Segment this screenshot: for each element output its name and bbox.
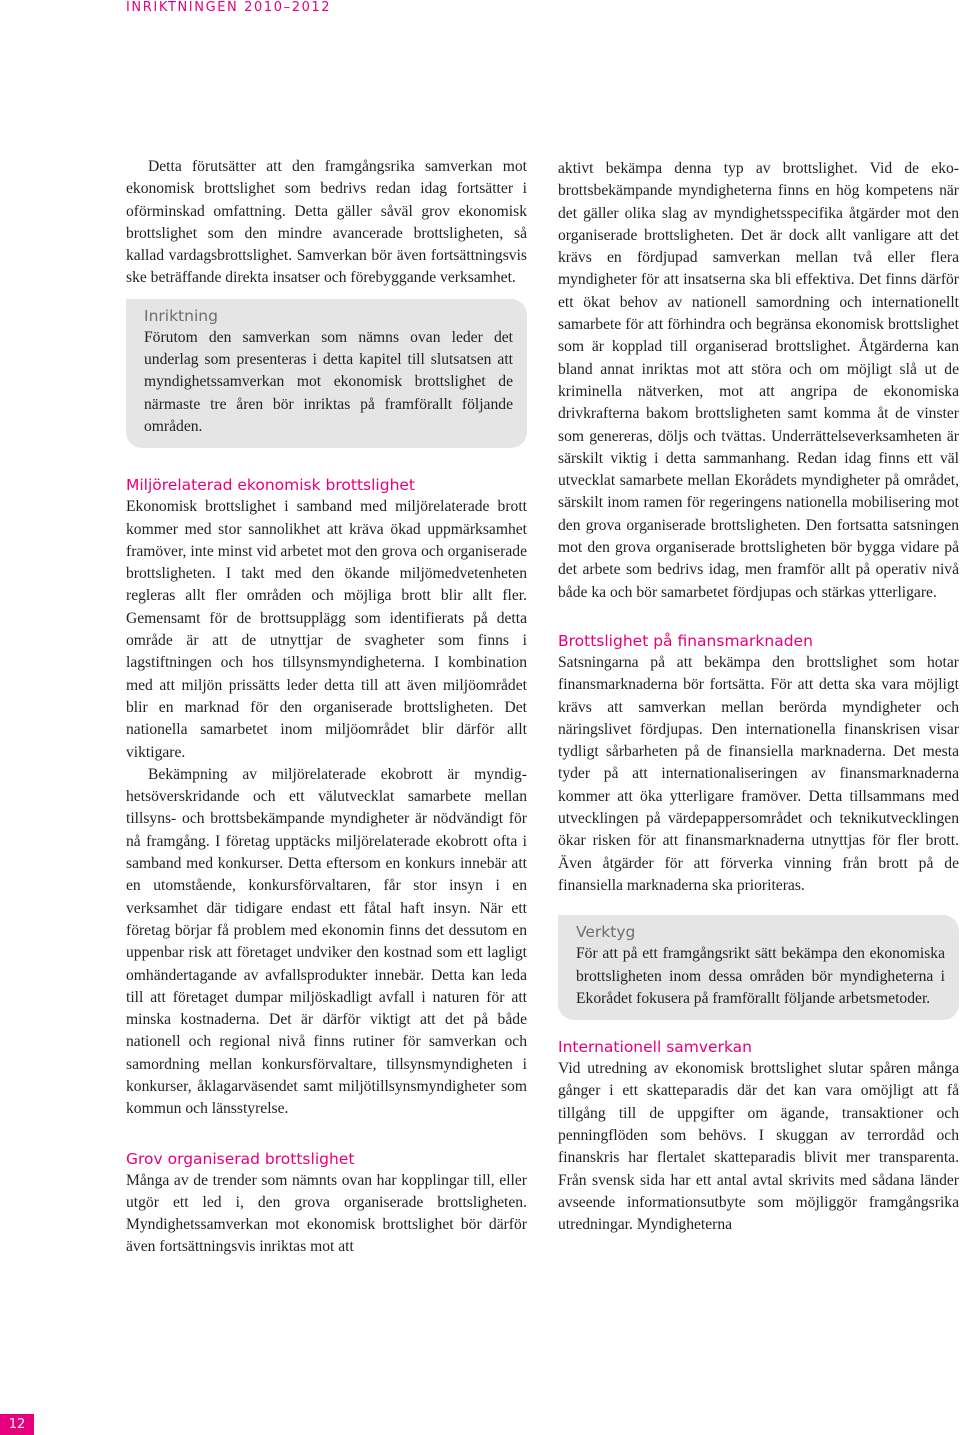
heading-finansmarknaden: Brottslighet på finansmarknaden (558, 631, 813, 650)
miljo-paragraph-1: Ekonomisk brottslighet i samband med miljörelaterade brott kommer med stor sannolikhet att kräva ökad uppmärksamhet framöver, inte minst vid arbetet mot den grova och organiserade brottsligheten. I takt med den ökande miljömedvetenheten regleras allt fler områden och möjliga brott blir allt fler. Gemensamt för de brottsupplägg som identifierats på detta område är att de utnyttjar de svagheter som finns i lagstiftningen och hos tillsynsmyndigheterna. I kombination med att miljön prissätts leder detta till att även miljöområdet blir en marknad för den organiserade brottsligheten. Det nationella samarbetet inom miljöområdet blir därför allt viktigare. (126, 498, 527, 761)
continued-paragraph: aktivt bekämpa denna typ av brottslighet. Vid de ekobrottsbekämpande myndigheterna finns en hög kompetens när det gäller olika slag av myndighetsspecifika åtgärder mot den organiserade brottsligheten. Det är dock allt vanligare att det krävs en fördjupad samverkan mellan två eller flera myndigheter för att insatserna ska bli effektiva. Det finns därför ett ökat behov av nationell samordning och internationellt samarbete för att förhindra och begränsa ekonomisk brottslighet som är kopplad till organiserad brottslighet. Åtgärderna kan bland annat inriktas mot att störa och om möjligt slå ut de kriminella nätverken, mot att angripa de ekonomiska drivkrafterna bakom brottsligheten samt komma åt de vinster som genereras, döljs och tvättas. Underrättelseverksamheten är särskilt viktig i detta sammanhang. Redan idag finns ett väl utvecklat samarbete mellan Ekorådets myndigheter på området, särskilt inom ramen för regeringens nationella mobilisering mot den grova organiserade brottsligheten. Den fortsatta satsningen mot den grova organiserade brottsligheten bör bygga vidare på det arbete som bedrivs idag, men framför allt på operativ nivå både ka och bör samarbetet fördjupas och stärkas ytterligare. (558, 160, 959, 601)
grov-paragraph-1: Många av de trender som nämnts ovan har kopplingar till, eller utgör ett led i, den grova organiserade brottsligheten. Myndighetssamverkan mot ekonomisk brottslighet bör därför även fortsättningsvis inriktas mot att (126, 1171, 527, 1256)
verktyg-box-text: För att på ett framgångsrikt sätt bekämpa den ekonomiska brottsligheten inom dessa områden bör myndigheterna i Ekorådet fokusera på framförallt följande arbetsmetoder. (576, 945, 945, 1007)
internationell-paragraph-1: Vid utredning av ekonomisk brottslighet slutar spåren många gånger i ett skatteparadis där det kan vara omöjligt att få tillgång till de uppgifter om ägande, transaktioner och penningflöden som behövs. I skuggan av terrordåd och finanskris har flertalet skatteparadis blivit mer transparenta. Från svensk sida har ett antal avtal skrivits med sådana länder avseende informationsutbyte som möjliggör framgångsrika utredningar. Myndigheterna (558, 1060, 959, 1234)
inriktning-box-text: Förutom den samverkan som nämns ovan leder det underlag som presenteras i detta kapitel till slutsatsen att myndighetssamverkan mot ekonomisk brottslighet de närmaste tre åren bör inriktas på framförallt följande områden. (144, 328, 513, 435)
left-column (126, 156, 527, 1259)
intro-paragraph: Detta förutsätter att den framgångsrika samverkan mot ekonomisk brottslighet som bedrivs redan idag fortsätter i oförminskad omfattning. Detta gäller såväl grov ekonomisk brottslighet som den mindre avancerade brottsligheten, så kallad vardagsbrottslighet. Samverkan bör även fortsättningsvis ske beträffande direkta insatser och förebyggande verksamhet. (126, 158, 527, 287)
inriktning-box (126, 299, 527, 448)
verktyg-box (558, 915, 959, 1020)
finans-paragraph-1: Satsningarna på att bekämpa den brottslighet som hotar finansmarknaderna bör fortsätta. För att detta ska vara möjligt krävs att samverkan mellan berörda myndigheter och näringslivet fördjupas. Den internationella finanskrisen visar tydligt sårbarheten på de finansiella marknaderna. Det mesta tyder på att internationaliseringen av finansmarknaderna kommer att öka ytterligare framöver. Detta tillsammans med utvecklingen på värdepappersområdet och teknikutvecklingen ökar risken för att finansmarknaderna utnyttjas för fler brott. Även åtgärder för att förverka vinning från brott på de finansiella marknaderna ska prioriteras. (558, 653, 959, 894)
miljo-paragraph-2: Bekämpning av miljörelaterade ekobrott är myndighetsöverskridande och ett välutvecklat samarbete mellan tillsyns- och brottsbekämpande myndigheter är nödvändigt för nå framgång. I företag upptäcks miljörelaterade ekobrott ofta i samband med konkurser. Detta eftersom en konkurs innebär att en utomstående, konkursförvaltaren, får stor insyn i en verksamhet där tidigare endast ett fåtal haft insyn. När ett företag börjar få problem med ekonomin finns det dessutom en uppenbar risk att företaget undviker den kostnad som ett lagligt omhändertagande av avfallsprodukter innebär. Detta kan leda till att företaget dumpar miljöskadligt avfall i naturen för att minska kostnaderna. Det är därför viktigt att det på både nationell och regional nivå finns rutiner för samverkan och samordning mellan konkursförvaltare, tillsynsmyndigheten i konkurser, åklagarväsendet samt miljötillsynsmyndigheter som kommun och länsstyrelse. (126, 765, 527, 1118)
verktyg-box-title: Verktyg (576, 923, 636, 942)
inriktning-box-title: Inriktning (144, 306, 218, 325)
heading-miljorelaterad: Miljörelaterad ekonomisk brottslighet (126, 476, 416, 495)
heading-internationell: Internationell samverkan (558, 1038, 752, 1057)
heading-grov-organiserad: Grov organiserad brottslighet (126, 1149, 355, 1168)
right-column (558, 158, 959, 1236)
page-number: 12 (8, 1417, 26, 1432)
running-head: INRIKTNINGEN 2010–2012 (126, 0, 332, 15)
